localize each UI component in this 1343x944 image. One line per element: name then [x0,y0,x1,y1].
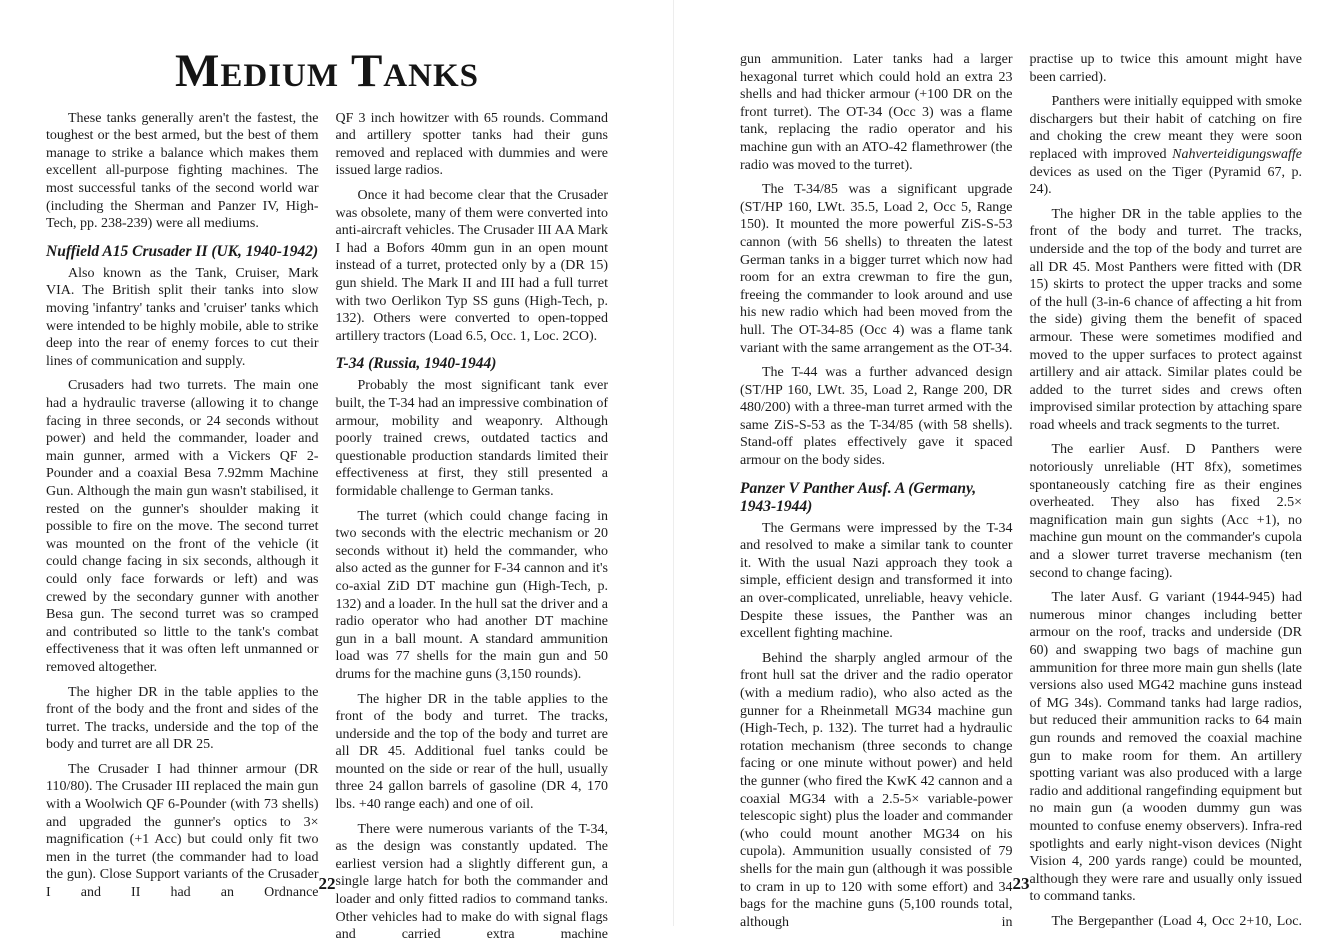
paragraph: The Bergepanther (Load 4, Occ 2+10, Loc. [1051,913,1302,929]
text-segment: Panthers were initially equipped with smoke dischargers but their habit of catching on fire and choking the crew meant they were soon replaced with improved [1029,94,1302,162]
text-column [740,51,1013,931]
book-page-right [740,0,1302,930]
section-heading: T-34 (Russia, 1940-1944) [335,355,497,373]
paragraph: The Crusader I had thinner armour (DR 110/80). The Crusader III replaced the main gun with a Woolwich QF 6-Pounder (with 73 shells) and upgraded the gunner's optics to 3× magnification (+1 Acc) but could only fit two men in the turret (the commander had to load the gun). Close Support variants of the Crusader I and II had an Ordnance [46,761,319,901]
paragraph: There were numerous variants of the T-34, as the design was constantly updated. The earliest version had a slightly different gun, a single large hatch for both the commander and loader and only fitted radios to command tanks. Other vehicles had to make do with signal flags and carried extra machine [335,821,608,943]
section-heading: Nuffield A15 Crusader II (UK, 1940-1942) [46,242,319,260]
paragraph: The turret (which could change facing in two seconds with the electric mechanism or 20 seconds without it) held the commander, who also acted as the gunner for F-34 cannon and it's co-axial ZiD DT machine gun (High-Tech, p. 132) and a loader. In the hull sat the driver and a radio operator who had another DT machine gun in a ball mount. A standard ammunition load was 77 shells for the main gun and 50 drums for the machine guns (3,150 rounds). [335,508,608,682]
paragraph: The earlier Ausf. D Panthers were notoriously unreliable (HT 8fx), sometimes spontaneously catching fire as their engines overheated. They also has fixed 2.5× magnification main gun sights (Acc +1), no machine gun mount on the commander's cupola and a slower turret traverse mechanism (ten second to change facing). [1029,442,1302,581]
page-number-right: 23 [1012,874,1030,893]
text-column [46,110,319,944]
paragraph: Also known as the Tank, Cruiser, Mark VIA. The British split their tanks into slow moving 'infantry' tanks and 'cruiser' tanks which were intended to be highly mobile, able to strike deep into the rear of enemy forces to cut their lines of communication and supply. [46,265,319,369]
paragraph: These tanks generally aren't the fastest, the toughest or the best armed, but the best of them manage to strike a balance which makes them excellent all-purpose fighting machines. The most successful tanks of the second world war (including the Sherman and Panzer IV, High-Tech, pp. 238-239) were all mediums. [46,110,319,232]
text-column [336,110,609,944]
paragraph: The higher DR in the table applies to the front of the body and the front and sides of the turret. The tracks, underside and the top of the body and turret are all DR 25. [46,684,319,753]
paragraph: The T-44 was a further advanced design (ST/HP 160, LWt. 35, Load 2, Range 200, DR 480/200) with a three-man turret armed with the same ZiS-S-53 as the T-34/85 (with 58 shells). Stand-off plates effectively gave it spaced armour on the body sides. [740,365,1013,469]
section-heading: Panzer V Panther Ausf. A (Germany, 1943-1944) [740,479,977,515]
paragraph: The later Ausf. G variant (1944-945) had numerous minor changes including better armour on the roof, tracks and underside (DR 60) and swapping two bags of machine gun ammunition for three more main gun shells (late versions also used MG42 machine guns instead of MG 34s). Command tanks had large radios, but reduced their ammunition racks to 64 main gun rounds and removed the coaxial machine gun to make room for them. An artillery spotting variant was also produced with a large radio and additional rangefinding equipment but no main gun (a wooden dummy gun was mounted to confuse enemy observers). Infra-red spotlights and early night-vison devices (Night Vision 4, 200 yards range) could be mounted, although they were rare and usually only issued to command tanks. [1029,590,1302,905]
paragraph: Once it had become clear that the Crusader was obsolete, many of them were converted into anti-aircraft vehicles. The Crusader III AA Mark I had a Bofors 40mm gun in an open mount instead of a turret, protected only by a (DR 15) gun shield. The Mark II and III had a full turret with two Oerlikon Typ SS guns (High-Tech, p. 132). Others were converted to open-topped artillery tractors (Load 6.5, Occ. 1, Loc. 2CO). [335,188,608,344]
text-columns-left [46,110,608,944]
paragraph: Probably the most significant tank ever built, the T-34 had an impressive combination of armour, mobility and weaponry. Although poorly trained crews, outdated tactics and questionable production standards limited their effectiveness at first, they still presented a formidable challenge to German tanks. [335,378,608,499]
paragraph: practise up to twice this amount might have been carried). [1029,52,1302,85]
paragraph: Behind the sharply angled armour of the front hull sat the driver and the radio operator (with a medium radio), who also acted as the gunner for a Rheinmetall MG34 machine gun (High-Tech, p. 132). The turret had a hydraulic rotation mechanism (three seconds to change facing or one minute without power) and held the gunner (who fired the KwK 42 cannon and a coaxial MG34 with a 2.5-5× variable-power telescopic sight) plus the loader and commander (who could mount another MG34 on his cupola). Ammunition usually consisted of 79 shells for the main gun (although it was possible to cram in up to 120 with some effort) and 34 bags for the machine guns (5,100 rounds total, although in [740,650,1013,930]
book-page-left [46,0,608,943]
text-column [1030,51,1303,931]
paragraph: The Germans were impressed by the T-34 and resolved to make a similar tank to counter it. With the usual Nazi approach they took a simple, efficient design and transformed it into an over-complicated, unreliable, heavy vehicle. Despite these issues, the Panther was an excellent fighting machine. [740,520,1013,642]
paragraph: The higher DR in the table applies to the front of the body and turret. The tracks, underside and the top of the body and turret are all DR 45. Additional fuel tanks could be mounted on the side or rear of the hull, usually three 24 gallon barrels of gasoline (DR 4, 170 lbs. +40 range each) and one of oil. [335,691,608,813]
paragraph: gun ammunition. Later tanks had a larger hexagonal turret which could hold an extra 23 shells and had thicker armour (+100 DR on the front turret). The OT-34 (Occ 3) was a flame tank, replacing the radio operator and his machine gun with an ATO-42 flamethrower (the radio was moved to the turret). [740,52,1013,173]
text-segment: devices as used on the Tiger (Pyramid 67, p. 24). [1029,164,1302,198]
italic-term: Nahverteidigungswaffe [1172,146,1302,162]
paragraph: The higher DR in the table applies to the front of the body and turret. The tracks, underside and the top of the body and turret are all DR 45. Most Panthers were fitted with (DR 15) skirts to protect the upper tracks and some of the hull (3-in-6 chance of affecting a hit from the side) giving them the benefit of spaced armour. These were sometimes modified and moved to the upper surfaces to protect against artillery and air attack. Similar plates could be added to the turret sides and crews often improvised similar protection by attaching spare road wheels and track segments to the turret. [1029,206,1302,433]
page-title: Medium Tanks [175,45,479,97]
page-seam-divider [673,0,674,926]
paragraph: QF 3 inch howitzer with 65 rounds. Command and artillery spotter tanks had their guns removed and replaced with dummies and were issued large radios. [335,110,608,179]
page-number-left: 22 [318,874,336,893]
paragraph: The T-34/85 was a significant upgrade (ST/HP 160, LWt. 35.5, Load 2, Occ 5, Range 150). It mounted the more powerful ZiS-S-53 cannon (with 56 shells) to threaten the latest German tanks in a bigger turret which now had room for an extra crewman to fire the gun, freeing the commander to look around and use his new radio which had been moved from the hull. The OT-34-85 (Occ 4) was a flame tank variant with the same arrangement as the OT-34. [740,182,1013,356]
paragraph [1030,93,1303,199]
text-columns-right [740,0,1302,931]
paragraph: Crusaders had two turrets. The main one had a hydraulic traverse (allowing it to change facing in three seconds, or 24 seconds without power) and held the commander, loader and main gunner, armed with a Vickers QF 2-Pounder and a coaxial Besa 7.92mm Machine Gun. Although the main gun wasn't stabilised, it rested on the gunner's shoulder making it possible to fire on the move. The second turret was mounted on the front of the vehicle (it could change facing in six seconds, although it could only face forwards or left) and was crewed by the secondary gunner with another Besa gun. The second turret was so cramped and contributed so little to the tank's combat effectiveness that it was often left unmanned or removed altogether. [46,378,319,675]
